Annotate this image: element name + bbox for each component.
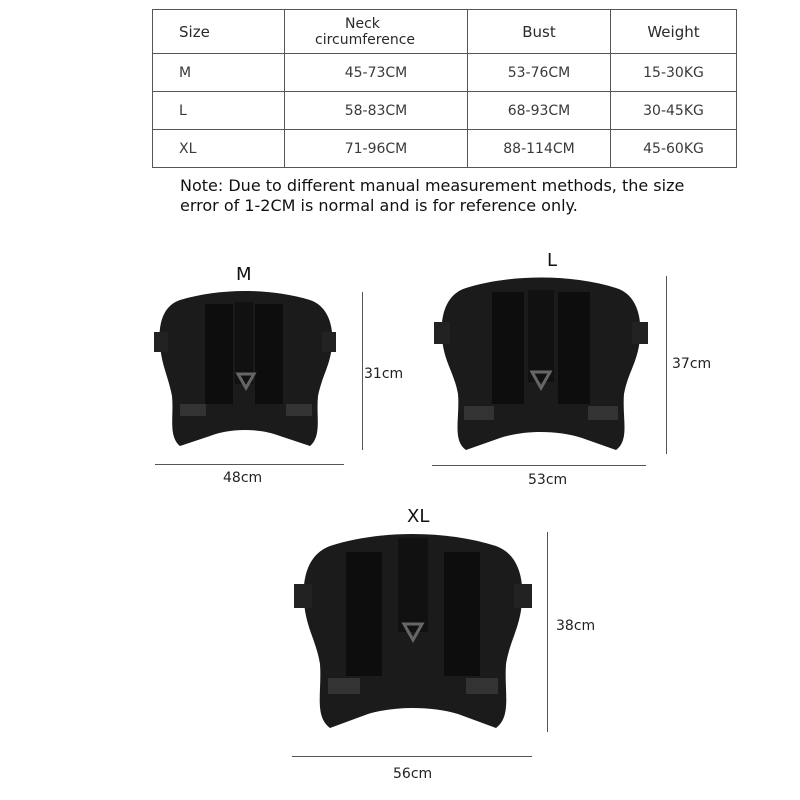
harness-xl-height-line [547,532,548,732]
cell-bust: 88-114CM [468,130,611,168]
header-size: Size [153,10,285,54]
cell-neck: 58-83CM [285,92,468,130]
harness-l-size-label: L [547,250,558,271]
harness-l-image [430,272,652,460]
cell-weight: 30-45KG [611,92,737,130]
harness-m-size-label: M [236,264,252,285]
header-neck-line2: circumference [315,31,416,48]
note-line-2: error of 1-2CM is normal and is for reference only. [180,196,578,215]
cell-size: M [153,54,285,92]
cell-weight: 45-60KG [611,130,737,168]
note-line-1: Note: Due to different manual measurement methods, the size [180,176,685,195]
cell-size: L [153,92,285,130]
measurement-note [180,176,740,216]
harness-l-width-label: 53cm [528,472,568,488]
harness-xl-size-label: XL [407,506,430,527]
cell-neck: 45-73CM [285,54,468,92]
cell-size: XL [153,130,285,168]
harness-m-height-line [362,292,363,450]
header-bust: Bust [468,10,611,54]
harness-xl-image [290,528,536,740]
harness-m-height-label: 31cm [364,366,404,382]
harness-m-width-line [155,464,344,465]
harness-xl-width-line [292,756,532,757]
table-row [153,92,737,130]
table-header-row [153,10,737,54]
header-neck-line1: Neck [345,15,380,32]
harness-l-height-label: 37cm [672,356,712,372]
header-neck-circumference [285,10,468,54]
table-row [153,130,737,168]
cell-bust: 53-76CM [468,54,611,92]
table-row [153,54,737,92]
size-chart-table [152,9,737,168]
harness-l-width-line [432,465,646,466]
cell-bust: 68-93CM [468,92,611,130]
harness-l-height-line [666,276,667,454]
harness-m-image [150,286,340,454]
cell-weight: 15-30KG [611,54,737,92]
harness-xl-width-label: 56cm [393,766,433,782]
header-weight: Weight [611,10,737,54]
harness-m-width-label: 48cm [223,470,263,486]
cell-neck: 71-96CM [285,130,468,168]
harness-xl-height-label: 38cm [556,618,596,634]
